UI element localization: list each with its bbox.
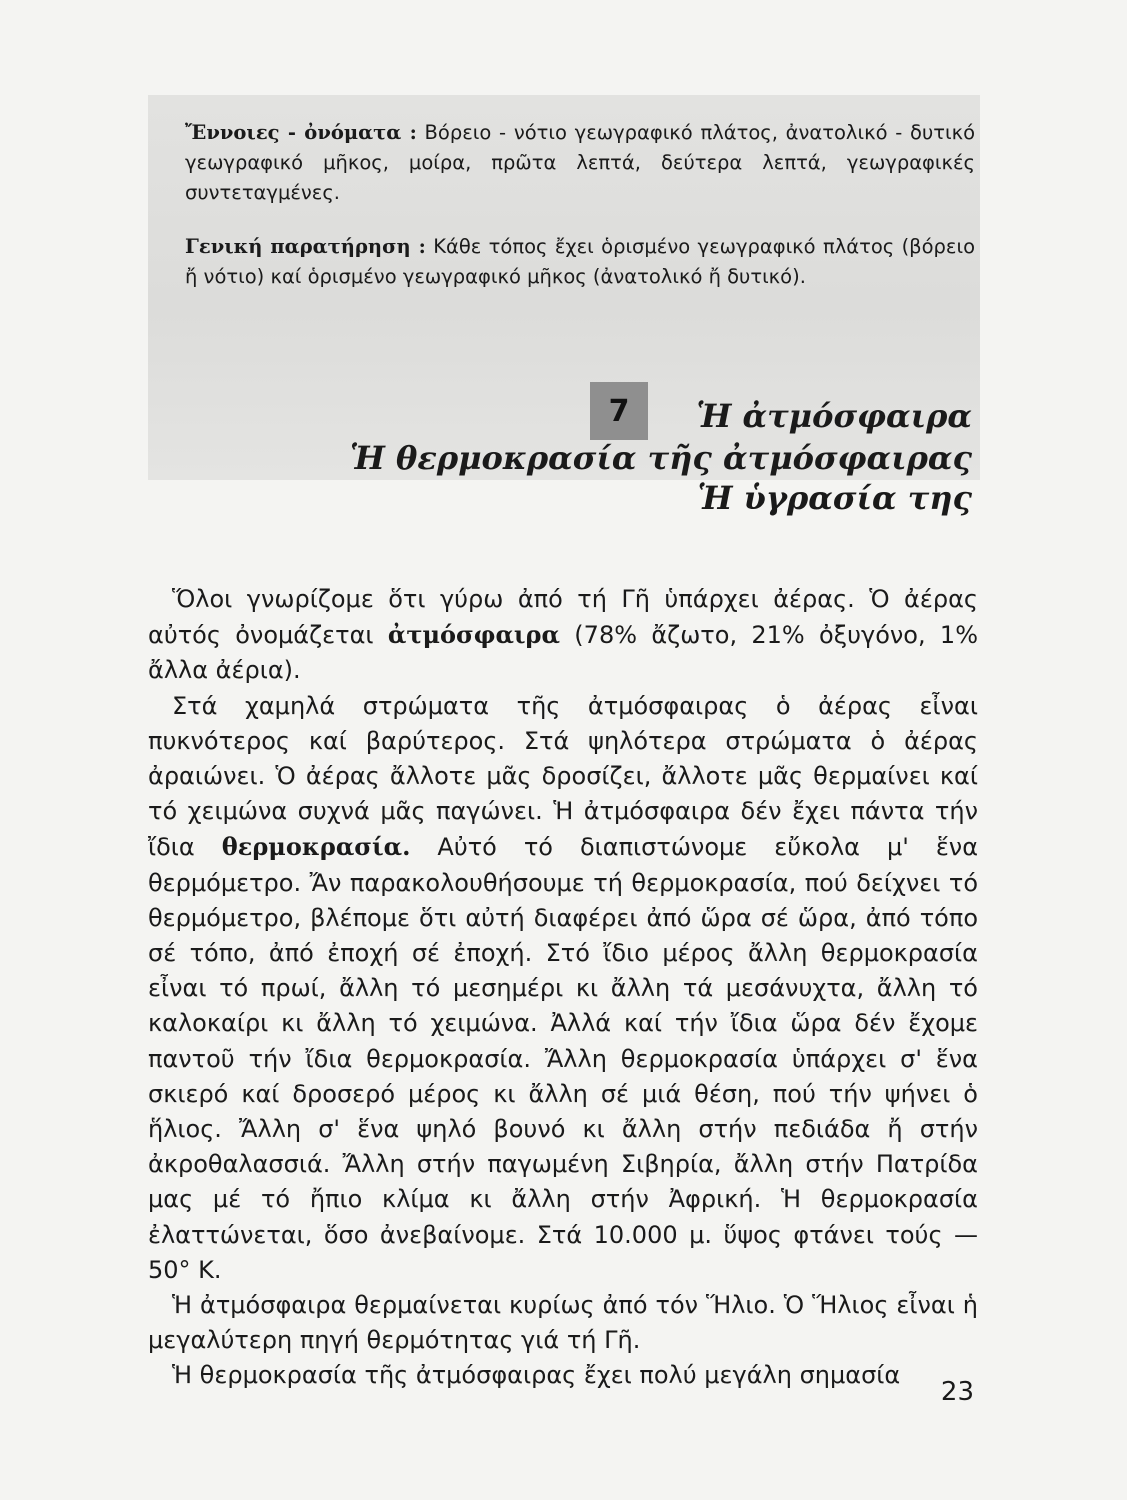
paragraph-2-bold-term: θερμοκρασία. (221, 832, 411, 862)
paragraph-1-text-a: Ὅλοι γνωρίζομε ὅτι γύρω ἀπό τή Γῆ ὑπάρχει ἀέρας. Ὁ ἀέρας αὐτός ὀνομάζεται (148, 585, 978, 650)
concepts-text: Βόρειο - νότιο γεωγραφικό πλάτος, ἀνατολικό - δυτικό γεωγραφικό μῆκος, μοίρα, πρῶτα λεπτά, δεύτερα λεπτά, γεωγραφικές συντεταγμένες. (185, 121, 975, 204)
paragraph-2-text-a: Στά χαμηλά στρώματα τῆς ἀτμόσφαιρας ὁ ἀέρας εἶναι πυκνότερος καί βαρύτερος. Στά ψηλότερα στρώματα ὁ ἀέρας ἀραιώνει. Ὁ ἀέρας ἄλλοτε μᾶς δροσίζει, ἄλλοτε μᾶς θερμαίνει καί τό χειμώνα συχνά μᾶς παγώνει. Ἡ ἀτμόσφαιρα δέν ἔχει πάντα τήν ἴδια (148, 691, 978, 862)
concepts-paragraph (185, 118, 975, 208)
chapter-title-1: Ἡ ἀτμόσφαιρα (696, 397, 972, 435)
concepts-label: Ἔννοιες - ὀνόματα : (185, 121, 417, 144)
general-remark-label: Γενική παρατήρηση : (185, 235, 426, 258)
chapter-title-2: Ἡ θερμοκρασία τῆς ἀτμόσφαιρας (349, 439, 972, 477)
chapter-number-badge: 7 (590, 382, 648, 440)
page-number: 23 (940, 1377, 974, 1407)
paragraph-1-text-b: (78% ἄζωτο, 21% ὀξυγόνο, 1% ἄλλα ἀέρια). (148, 621, 979, 685)
main-text (148, 582, 978, 1394)
paragraph-2 (148, 689, 978, 1288)
general-remark-paragraph (185, 232, 975, 292)
paragraph-1 (148, 582, 978, 689)
paragraph-3: Ἡ ἀτμόσφαιρα θερμαίνεται κυρίως ἀπό τόν Ἥλιο. Ὁ Ἥλιος εἶναι ἡ μεγαλύτερη πηγή θερμότητας γιά τή Γῆ. (148, 1291, 978, 1355)
chapter-title-3: Ἡ ὑγρασία της (697, 479, 972, 517)
general-remark-text: Κάθε τόπος ἔχει ὁρισμένο γεωγραφικό πλάτος (βόρειο ἤ νότιο) καί ὁρισμένο γεωγραφικό μῆκος (ἀνατολικό ἤ δυτικό). (185, 235, 976, 288)
paragraph-4: Ἡ θερμοκρασία τῆς ἀτμόσφαιρας ἔχει πολύ μεγάλη σημασία (172, 1361, 901, 1390)
paragraph-2-text-b: Αὐτό τό διαπιστώνομε εὔκολα μ' ἕνα θερμόμετρο. Ἄν παρακολουθήσουμε τή θερμοκρασία, πού δείχνει τό θερμόμετρο, βλέπομε ὅτι αὐτή διαφέρει ἀπό ὥρα σέ ὥρα, ἀπό τόπο σέ τόπο, ἀπό ἐποχή σέ ἐποχή. Στό ἴδιο μέρος ἄλλη θερμοκρασία εἶναι τό πρωί, ἄλλη τό μεσημέρι κι ἄλλη τά μεσάνυχτα, ἄλλη τό καλοκαίρι κι ἄλλη τό χειμώνα. Ἀλλά καί τήν ἴδια ὥρα δέν ἔχομε παντοῦ τήν ἴδια θερμοκρασία. Ἄλλη θερμοκρασία ὑπάρχει σ' ἕνα σκιερό καί δροσερό μέρος κι ἄλλη σέ μιά θέση, πού τήν ψήνει ὁ ἥλιος. Ἄλλη σ' ἕνα ψηλό βουνό κι ἄλλη στήν πεδιάδα ἤ στήν ἀκροθαλασσιά. Ἄλλη στήν παγωμένη Σιβηρία, ἄλλη στήν Πατρίδα μας μέ τό ἤπιο κλίμα κι ἄλλη στήν Ἀφρική. Ἡ θερμοκρασία ἐλαττώνεται, ὅσο ἀνεβαίνομε. Στά 10.000 μ. ὕψος φτάνει τούς —50° K. (148, 833, 979, 1284)
paragraph-1-bold-term: ἀτμόσφαιρα (387, 620, 560, 650)
